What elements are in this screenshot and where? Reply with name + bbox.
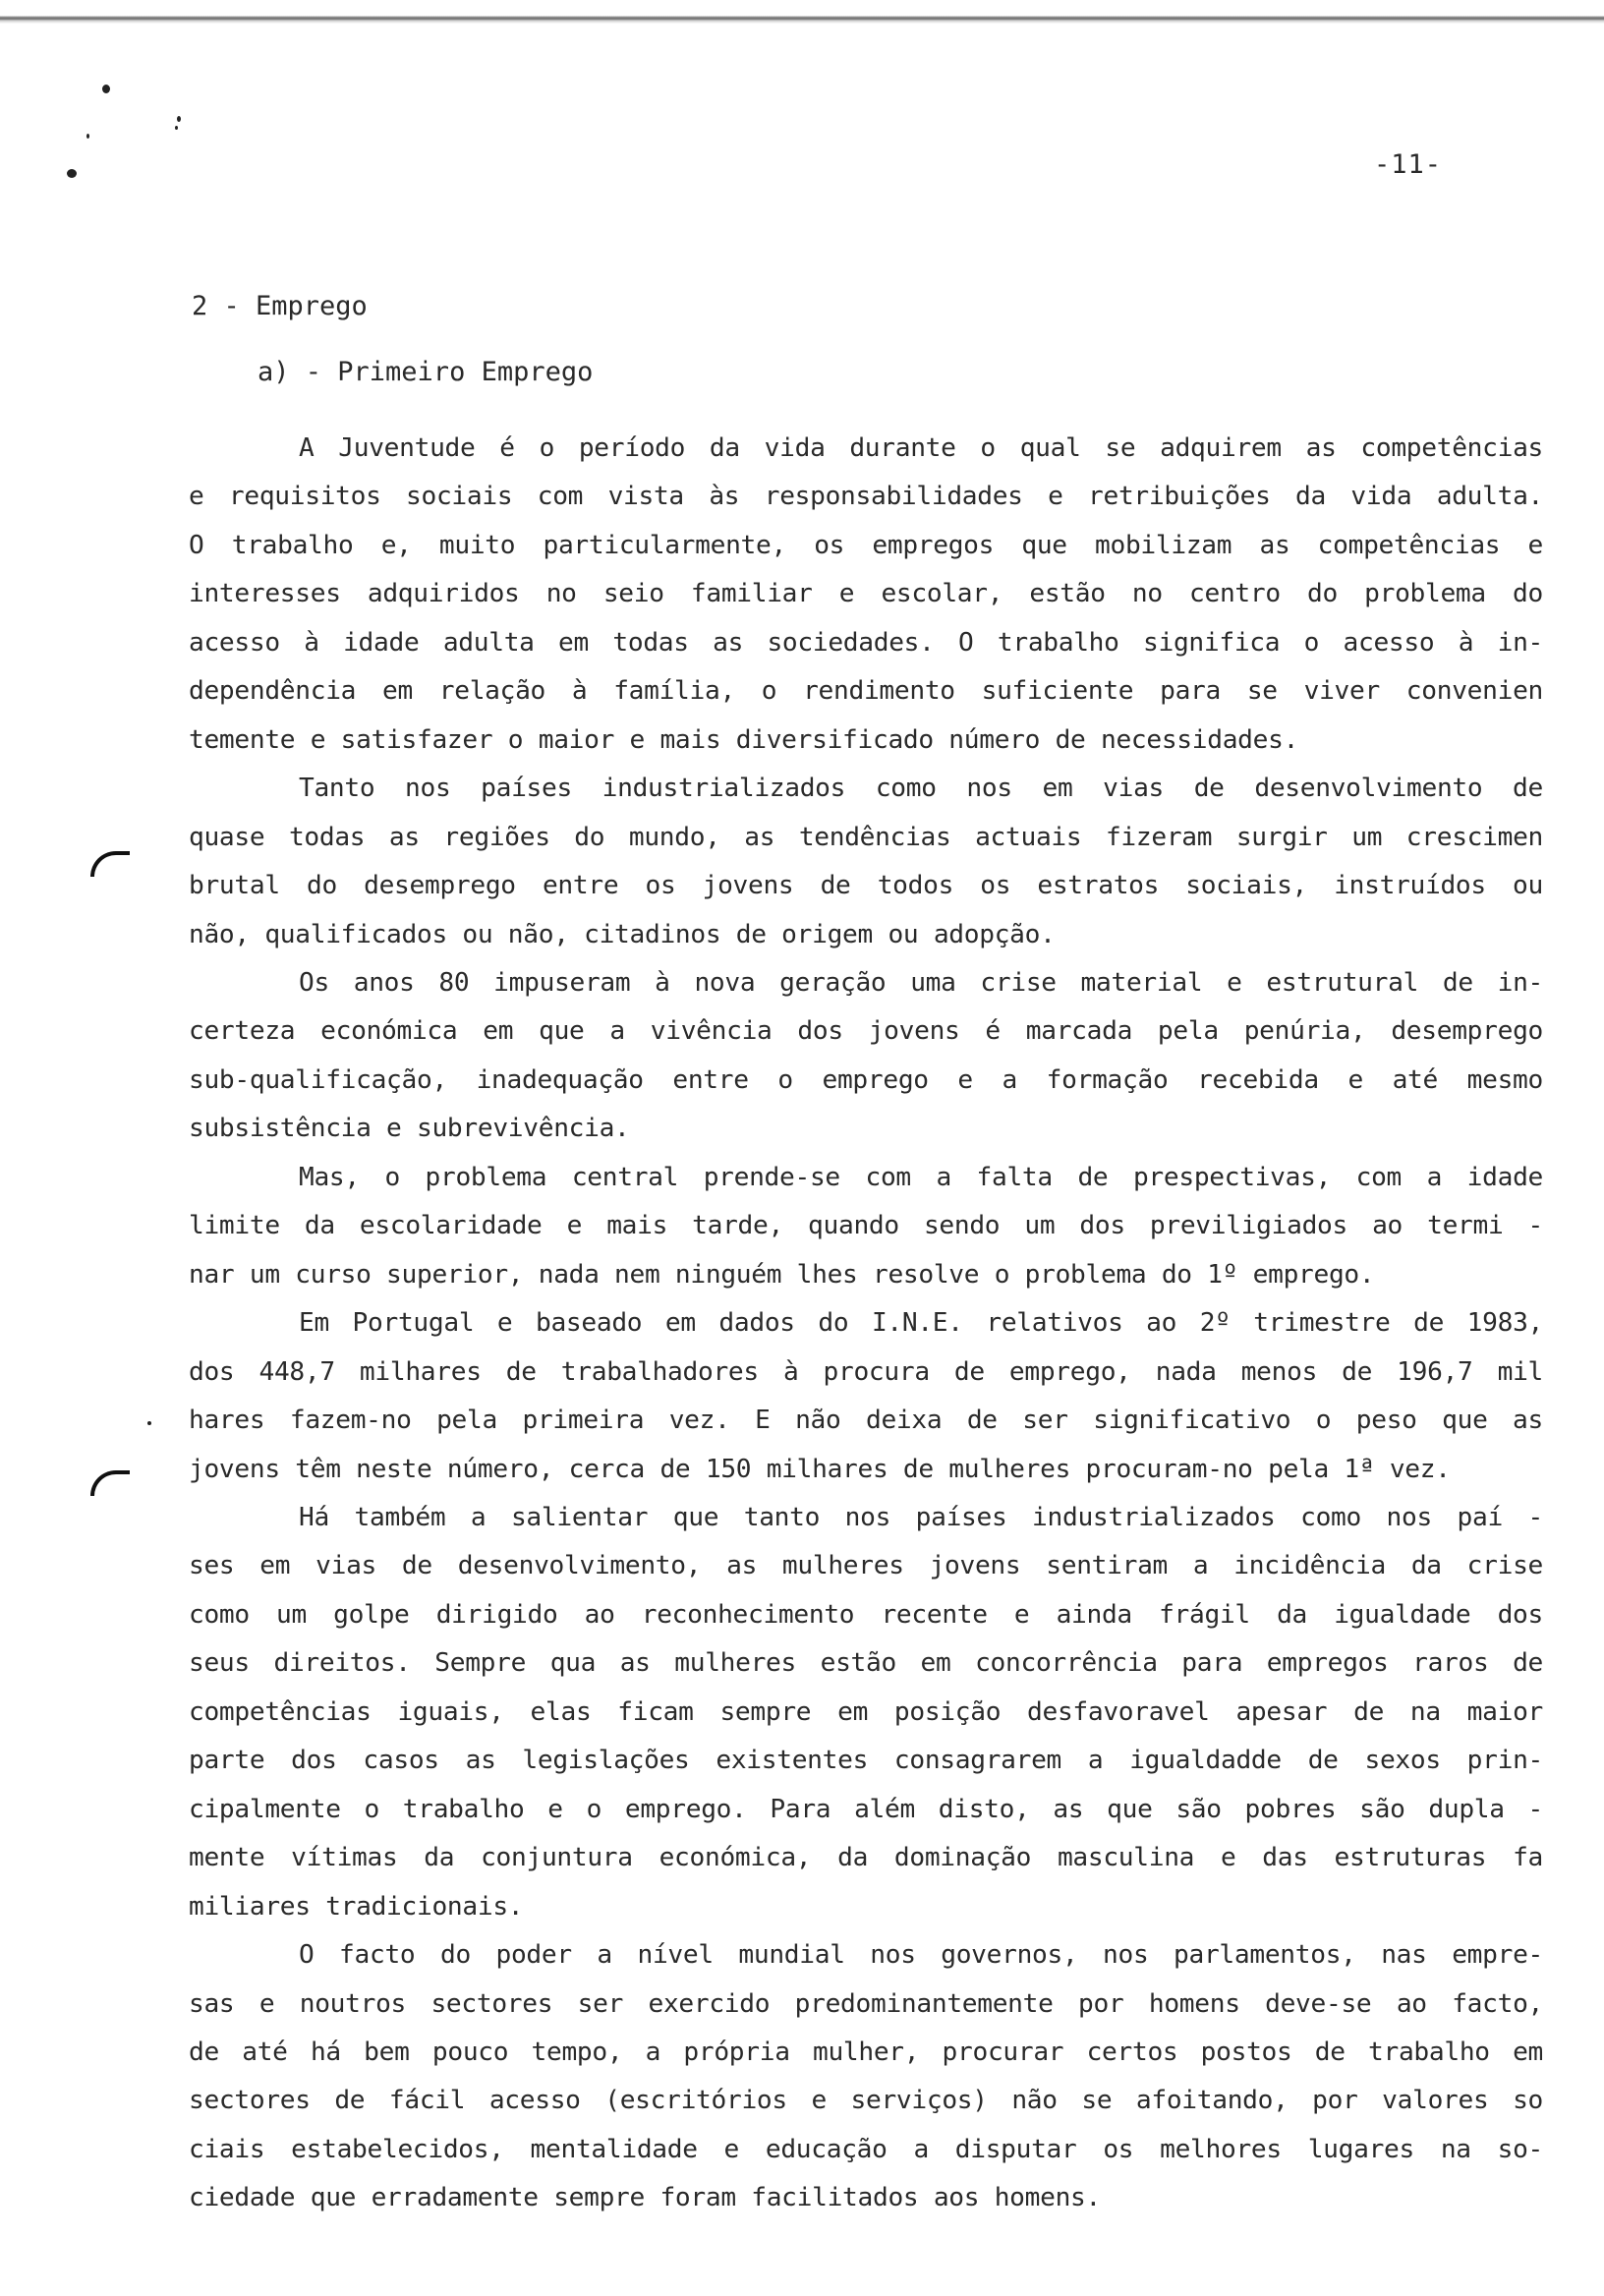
text-line: sas e noutros sectores ser exercido predominantemente por homens deve-se ao facto,: [189, 1988, 1543, 2019]
text-line: sub-qualificação, inadequação entre o emprego e a formação recebida e até mesmo: [189, 1064, 1543, 1095]
text-line: hares fazem-no pela primeira vez. E não deixa de ser significativo o peso que as: [189, 1406, 1543, 1436]
text-line: O trabalho e, muito particularmente, os empregos que mobilizam as competências e: [189, 530, 1543, 560]
body-text: [189, 425, 1543, 2223]
text-line: acesso à idade adulta em todas as sociedades. O trabalho significa o acesso à in-: [189, 627, 1543, 658]
paragraph: [189, 959, 1543, 1154]
paragraph: [189, 1299, 1543, 1494]
text-line: limite da escolaridade e mais tarde, quando sendo um dos previligiados ao termi -: [189, 1211, 1543, 1241]
paragraph: [189, 1931, 1543, 2223]
section-heading: 2 - Emprego: [192, 291, 368, 321]
paragraph: [189, 1494, 1543, 1931]
paragraph: [189, 1154, 1543, 1299]
text-line: não, qualificados ou não, citadinos de origem ou adopção.: [189, 919, 1056, 949]
scan-speck: [177, 116, 181, 122]
text-line: ses em vias de desenvolvimento, as mulheres jovens sentiram a incidência da crise: [189, 1551, 1543, 1581]
text-line: dependência em relação à família, o rendimento suficiente para se viver convenien: [189, 676, 1543, 707]
text-line: de até há bem pouco tempo, a própria mulher, procurar certos postos de trabalho em: [189, 2037, 1543, 2067]
text-line: certeza económica em que a vivência dos jovens é marcada pela penúria, desemprego: [189, 1016, 1543, 1047]
text-line: como um golpe dirigido ao reconhecimento recente e ainda frágil da igualdade dos: [189, 1599, 1543, 1630]
text-line: Tanto nos países industrializados como nos em vias de desenvolvimento de: [299, 774, 1543, 804]
text-line: mente vítimas da conjuntura económica, da dominação masculina e das estruturas fa: [189, 1843, 1543, 1873]
text-line: jovens têm neste número, cerca de 150 milhares de mulheres procuram-no pela 1ª vez.: [189, 1454, 1451, 1484]
text-line: quase todas as regiões do mundo, as tendências actuais fizeram surgir um crescimen: [189, 822, 1543, 852]
scan-speck: [67, 169, 77, 178]
text-line: sectores de fácil acesso (escritórios e serviços) não se afoitando, por valores so: [189, 2086, 1543, 2116]
text-line: parte dos casos as legislações existentes consagrarem a igualdadde de sexos prin-: [189, 1746, 1543, 1776]
text-line: nar um curso superior, nada nem ninguém lhes resolve o problema do 1º emprego.: [189, 1259, 1375, 1290]
text-line: Mas, o problema central prende-se com a falta de prespectivas, com a idade: [299, 1162, 1543, 1192]
text-line: dos 448,7 milhares de trabalhadores à procura de emprego, nada menos de 196,7 mil: [189, 1356, 1543, 1387]
text-line: Há também a salientar que tanto nos países industrializados como nos paí -: [299, 1502, 1543, 1532]
subsection-heading: a) - Primeiro Emprego: [258, 357, 594, 387]
text-line: Em Portugal e baseado em dados do I.N.E. relativos ao 2º trimestre de 1983,: [299, 1308, 1543, 1339]
paragraph: [189, 425, 1543, 765]
scan-speck: [175, 126, 178, 130]
scan-top-edge: [0, 10, 1604, 24]
text-line: competências iguais, elas ficam sempre em posição desfavoravel apesar de na maior: [189, 1696, 1543, 1727]
text-line: e requisitos sociais com vista às responsabilidades e retribuições da vida adulta.: [189, 482, 1543, 512]
scan-speck: [147, 1421, 151, 1425]
margin-mark: [90, 1470, 130, 1496]
text-line: A Juventude é o período da vida durante o qual se adquirem as competências: [299, 433, 1543, 463]
paragraph: [189, 765, 1543, 959]
margin-mark: [90, 851, 130, 877]
page-number: -11-: [1374, 149, 1443, 180]
text-line: ciais estabelecidos, mentalidade e educação a disputar os melhores lugares na so-: [189, 2134, 1543, 2164]
text-line: seus direitos. Sempre qua as mulheres estão em concorrência para empregos raros de: [189, 1648, 1543, 1679]
text-line: interesses adquiridos no seio familiar e escolar, estão no centro do problema do: [189, 579, 1543, 609]
scan-speck: [102, 85, 110, 93]
text-line: temente e satisfazer o maior e mais diversificado número de necessidades.: [189, 724, 1299, 755]
text-line: ciedade que erradamente sempre foram facilitados aos homens.: [189, 2183, 1101, 2213]
text-line: subsistência e subrevivência.: [189, 1114, 630, 1144]
text-line: cipalmente o trabalho e o emprego. Para além disto, as que são pobres são dupla -: [189, 1794, 1543, 1824]
scan-speck: [86, 134, 89, 139]
text-line: O facto do poder a nível mundial nos governos, nos parlamentos, nas empre-: [299, 1940, 1543, 1971]
text-line: brutal do desemprego entre os jovens de todos os estratos sociais, instruídos ou: [189, 871, 1543, 901]
text-line: Os anos 80 impuseram à nova geração uma crise material e estrutural de in-: [299, 967, 1543, 998]
text-line: miliares tradicionais.: [189, 1891, 524, 1922]
